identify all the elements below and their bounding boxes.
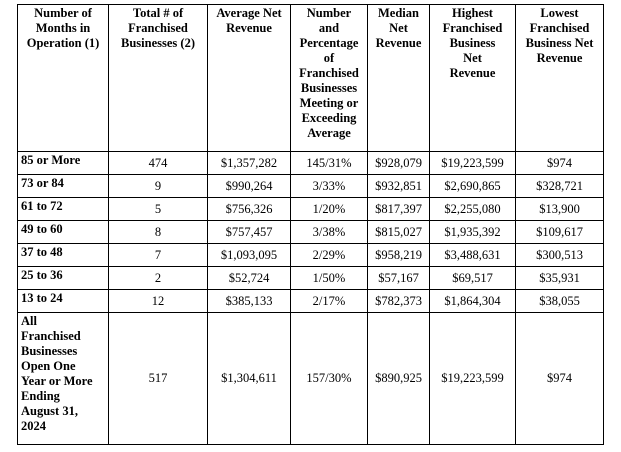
header-lowest-net-revenue: Lowest Franchised Business Net Revenue xyxy=(516,5,604,152)
highest-net-revenue-cell: $2,690,865 xyxy=(430,175,516,198)
lowest-net-revenue-cell: $35,931 xyxy=(516,267,604,290)
average-net-revenue-cell: $1,357,282 xyxy=(208,152,291,175)
meeting-average-cell: 3/38% xyxy=(291,221,368,244)
lowest-net-revenue-cell: $109,617 xyxy=(516,221,604,244)
total-businesses-cell: 517 xyxy=(109,313,208,445)
months-cell: 37 to 48 xyxy=(18,244,109,267)
highest-net-revenue-cell: $19,223,599 xyxy=(430,313,516,445)
average-net-revenue-cell: $385,133 xyxy=(208,290,291,313)
table-row xyxy=(18,175,604,198)
lowest-net-revenue-cell: $974 xyxy=(516,152,604,175)
highest-net-revenue-cell: $19,223,599 xyxy=(430,152,516,175)
meeting-average-cell: 3/33% xyxy=(291,175,368,198)
lowest-net-revenue-cell: $13,900 xyxy=(516,198,604,221)
table-row xyxy=(18,244,604,267)
highest-net-revenue-cell: $69,517 xyxy=(430,267,516,290)
months-cell: 49 to 60 xyxy=(18,221,109,244)
median-net-revenue-cell: $57,167 xyxy=(368,267,430,290)
header-number-meeting-average: Number and Percentage of Franchised Businesses Meeting or Exceeding Average xyxy=(291,5,368,152)
months-cell: 73 or 84 xyxy=(18,175,109,198)
table-row xyxy=(18,152,604,175)
months-cell: 85 or More xyxy=(18,152,109,175)
months-cell: 25 to 36 xyxy=(18,267,109,290)
lowest-net-revenue-cell: $38,055 xyxy=(516,290,604,313)
total-businesses-cell: 9 xyxy=(109,175,208,198)
franchise-net-revenue-table xyxy=(17,4,604,445)
meeting-average-cell: 157/30% xyxy=(291,313,368,445)
highest-net-revenue-cell: $1,864,304 xyxy=(430,290,516,313)
table-row xyxy=(18,290,604,313)
median-net-revenue-cell: $890,925 xyxy=(368,313,430,445)
header-median-net-revenue: Median Net Revenue xyxy=(368,5,430,152)
average-net-revenue-cell: $1,093,095 xyxy=(208,244,291,267)
highest-net-revenue-cell: $2,255,080 xyxy=(430,198,516,221)
median-net-revenue-cell: $932,851 xyxy=(368,175,430,198)
average-net-revenue-cell: $990,264 xyxy=(208,175,291,198)
meeting-average-cell: 145/31% xyxy=(291,152,368,175)
median-net-revenue-cell: $958,219 xyxy=(368,244,430,267)
meeting-average-cell: 1/20% xyxy=(291,198,368,221)
header-row xyxy=(18,5,604,152)
average-net-revenue-cell: $756,326 xyxy=(208,198,291,221)
median-net-revenue-cell: $782,373 xyxy=(368,290,430,313)
total-businesses-cell: 2 xyxy=(109,267,208,290)
average-net-revenue-cell: $52,724 xyxy=(208,267,291,290)
average-net-revenue-cell: $1,304,611 xyxy=(208,313,291,445)
meeting-average-cell: 2/29% xyxy=(291,244,368,267)
average-net-revenue-cell: $757,457 xyxy=(208,221,291,244)
median-net-revenue-cell: $928,079 xyxy=(368,152,430,175)
months-cell: 61 to 72 xyxy=(18,198,109,221)
lowest-net-revenue-cell: $974 xyxy=(516,313,604,445)
highest-net-revenue-cell: $3,488,631 xyxy=(430,244,516,267)
total-businesses-cell: 5 xyxy=(109,198,208,221)
total-businesses-cell: 12 xyxy=(109,290,208,313)
header-highest-net-revenue: Highest Franchised Business Net Revenue xyxy=(430,5,516,152)
lowest-net-revenue-cell: $328,721 xyxy=(516,175,604,198)
table-row-all-franchised xyxy=(18,313,604,445)
header-months-in-operation: Number of Months in Operation (1) xyxy=(18,5,109,152)
total-businesses-cell: 474 xyxy=(109,152,208,175)
total-businesses-cell: 7 xyxy=(109,244,208,267)
table-row xyxy=(18,198,604,221)
meeting-average-cell: 1/50% xyxy=(291,267,368,290)
header-average-net-revenue: Average Net Revenue xyxy=(208,5,291,152)
header-total-franchised-businesses: Total # of Franchised Businesses (2) xyxy=(109,5,208,152)
total-businesses-cell: 8 xyxy=(109,221,208,244)
table-row xyxy=(18,221,604,244)
median-net-revenue-cell: $815,027 xyxy=(368,221,430,244)
lowest-net-revenue-cell: $300,513 xyxy=(516,244,604,267)
median-net-revenue-cell: $817,397 xyxy=(368,198,430,221)
table-row xyxy=(18,267,604,290)
highest-net-revenue-cell: $1,935,392 xyxy=(430,221,516,244)
months-cell: All Franchised Businesses Open One Year or More Ending August 31, 2024 xyxy=(18,313,109,445)
months-cell: 13 to 24 xyxy=(18,290,109,313)
meeting-average-cell: 2/17% xyxy=(291,290,368,313)
